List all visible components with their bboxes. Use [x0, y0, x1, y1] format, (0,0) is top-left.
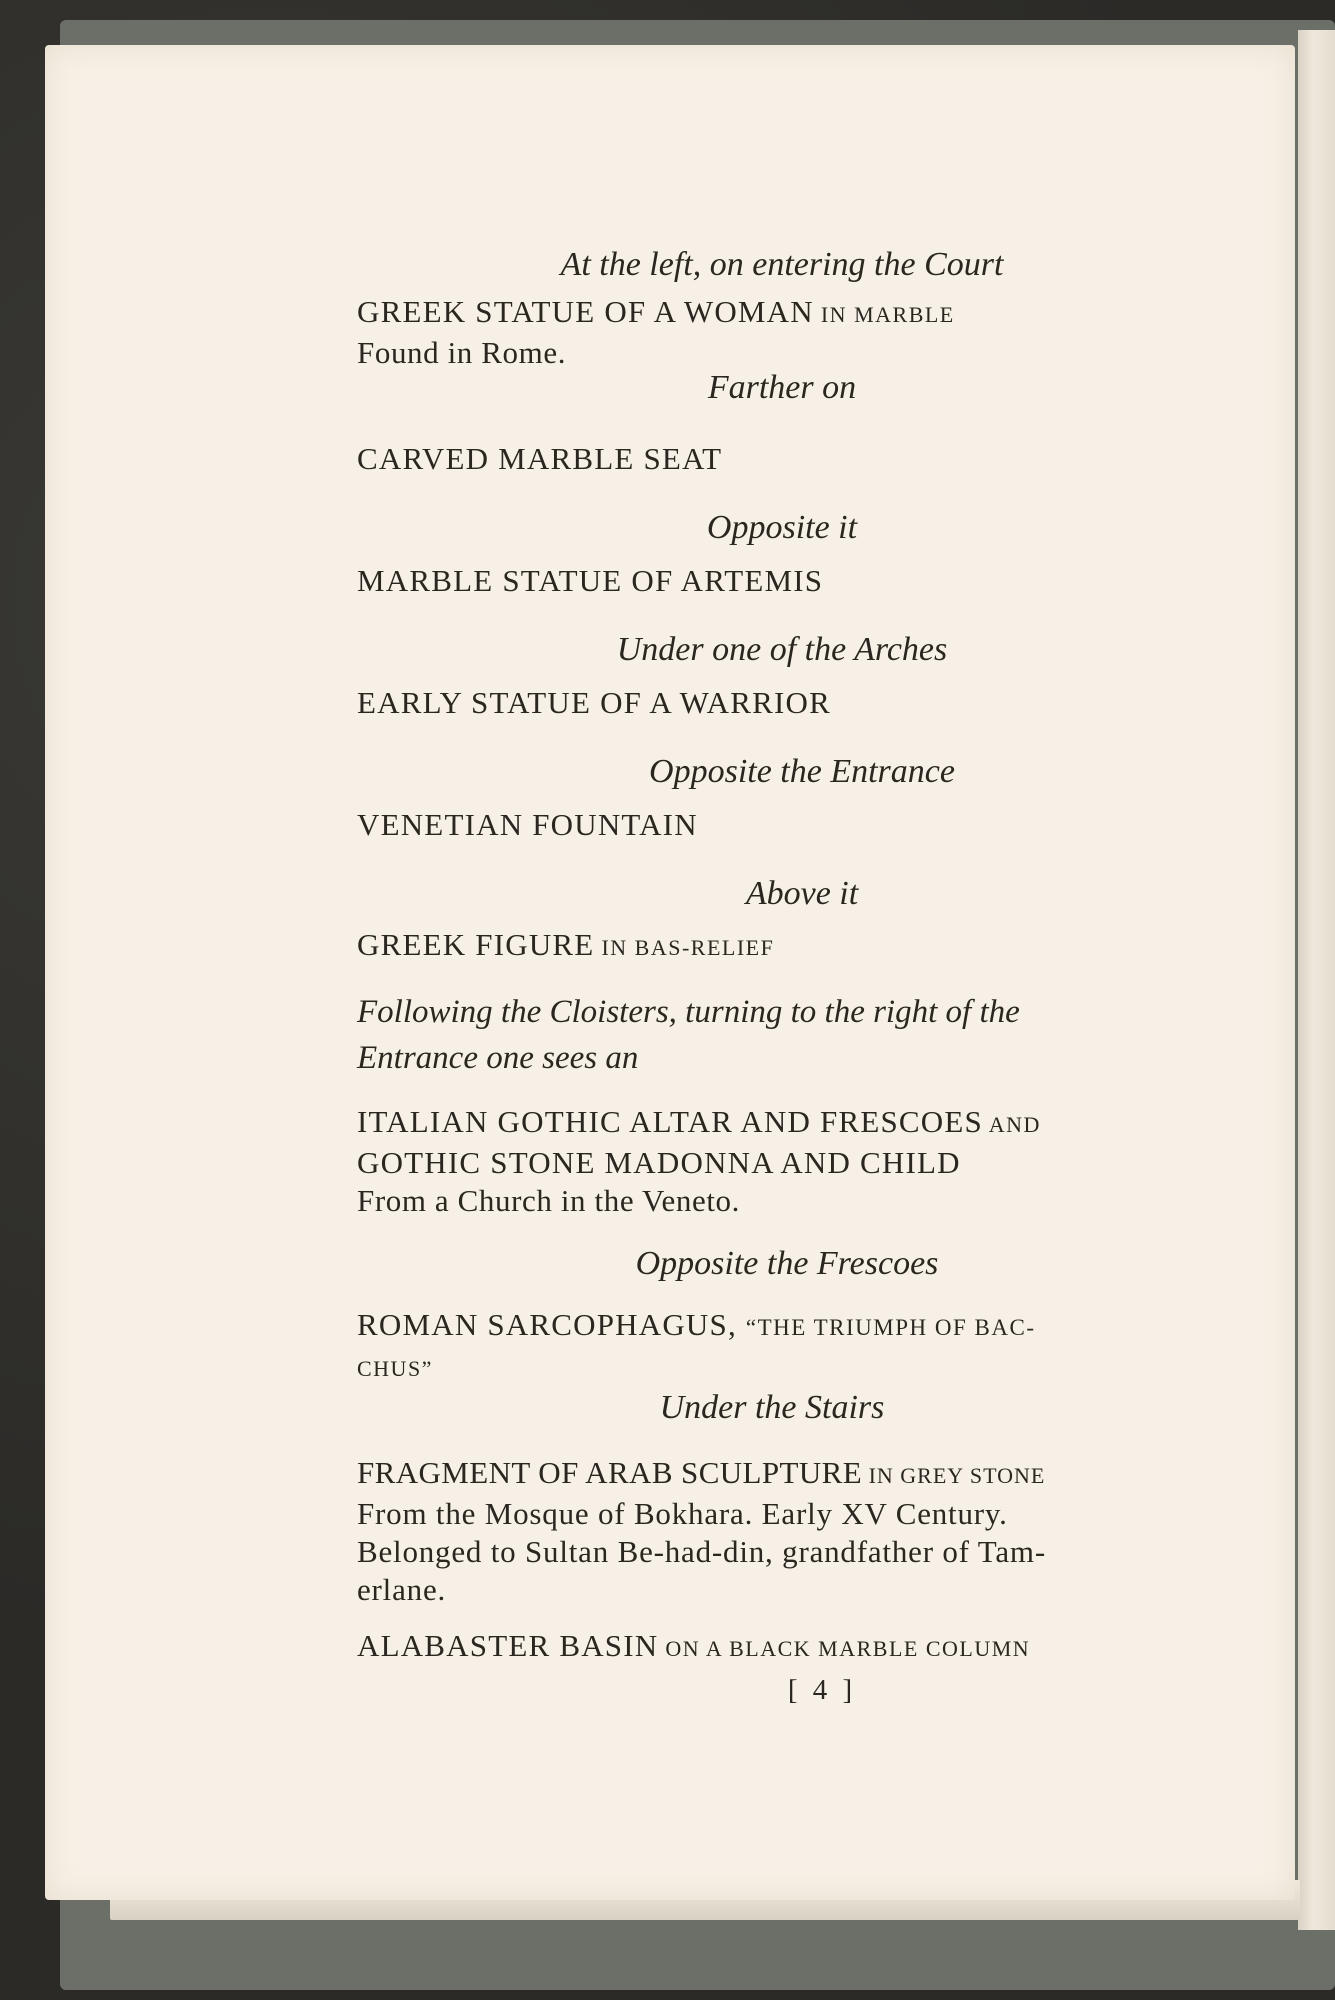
entry-note: From a Church in the Veneto. [357, 1183, 741, 1218]
entry-note-line: From the Mosque of Bokhara. Early XV Century. [357, 1496, 1008, 1531]
cloister-intro-line: Entrance one sees an [357, 1040, 639, 1076]
entry-title: GOTHIC STONE MADONNA AND CHILD [357, 1145, 961, 1180]
catalog-entry [357, 1627, 1167, 1668]
entry-note-line: Belonged to Sultan Be-had-din, grandfather of Tam- [357, 1534, 1046, 1569]
section-heading: Opposite it [706, 509, 858, 546]
entry-material: IN BAS-RELIEF [594, 935, 775, 960]
entry-title: GREEK STATUE OF A WOMAN [357, 294, 814, 329]
entry-title: GREEK FIGURE [357, 927, 595, 962]
section-heading: Under the Stairs [659, 1389, 885, 1426]
entry-title: ITALIAN GOTHIC ALTAR AND FRESCOES [357, 1104, 983, 1139]
catalog-entry [357, 926, 1167, 967]
entry-material: IN GREY STONE [862, 1463, 1046, 1488]
section-heading: At the left, on entering the Court [560, 246, 1004, 283]
book-page [45, 45, 1295, 1900]
section-heading: Above it [745, 875, 859, 912]
catalog-entry: EARLY STATUE OF A WARRIOR [357, 685, 831, 720]
catalog-entry: MARBLE STATUE OF ARTEMIS [357, 563, 824, 598]
catalog-entry [357, 1454, 1167, 1495]
entry-conjunction: AND [982, 1112, 1041, 1137]
section-heading: Opposite the Entrance [649, 753, 955, 790]
entry-note: Found in Rome. [357, 335, 567, 370]
entry-subtitle: CHUS” [357, 1356, 433, 1381]
entry-title: ROMAN SARCOPHAGUS, [357, 1307, 746, 1342]
section-heading: Opposite the Frescoes [635, 1245, 939, 1282]
entry-subtitle: “THE TRIUMPH OF BAC- [745, 1315, 1036, 1340]
catalog-entry [357, 293, 1167, 334]
section-heading: Farther on [707, 369, 857, 406]
entry-note-line: erlane. [357, 1572, 447, 1607]
catalog-entry: CARVED MARBLE SEAT [357, 441, 723, 476]
entry-title: ALABASTER BASIN [357, 1628, 659, 1663]
catalog-entry [357, 1306, 1167, 1388]
facing-page-edge [1298, 30, 1335, 1930]
entry-material: ON A BLACK MARBLE COLUMN [658, 1636, 1031, 1661]
section-heading: Under one of the Arches [616, 631, 948, 668]
entry-material: IN MARBLE [813, 302, 955, 327]
cloister-intro [357, 989, 1167, 1081]
catalog-entry: VENETIAN FOUNTAIN [357, 807, 698, 842]
entry-note [357, 1495, 1167, 1609]
entry-title: FRAGMENT OF ARAB SCULPTURE [357, 1455, 863, 1490]
cloister-intro-line: Following the Cloisters, turning to the right of the [357, 994, 1020, 1030]
page-number: [ 4 ] [787, 1674, 857, 1706]
catalog-entry [357, 1103, 1167, 1182]
page-text [357, 245, 1167, 1736]
